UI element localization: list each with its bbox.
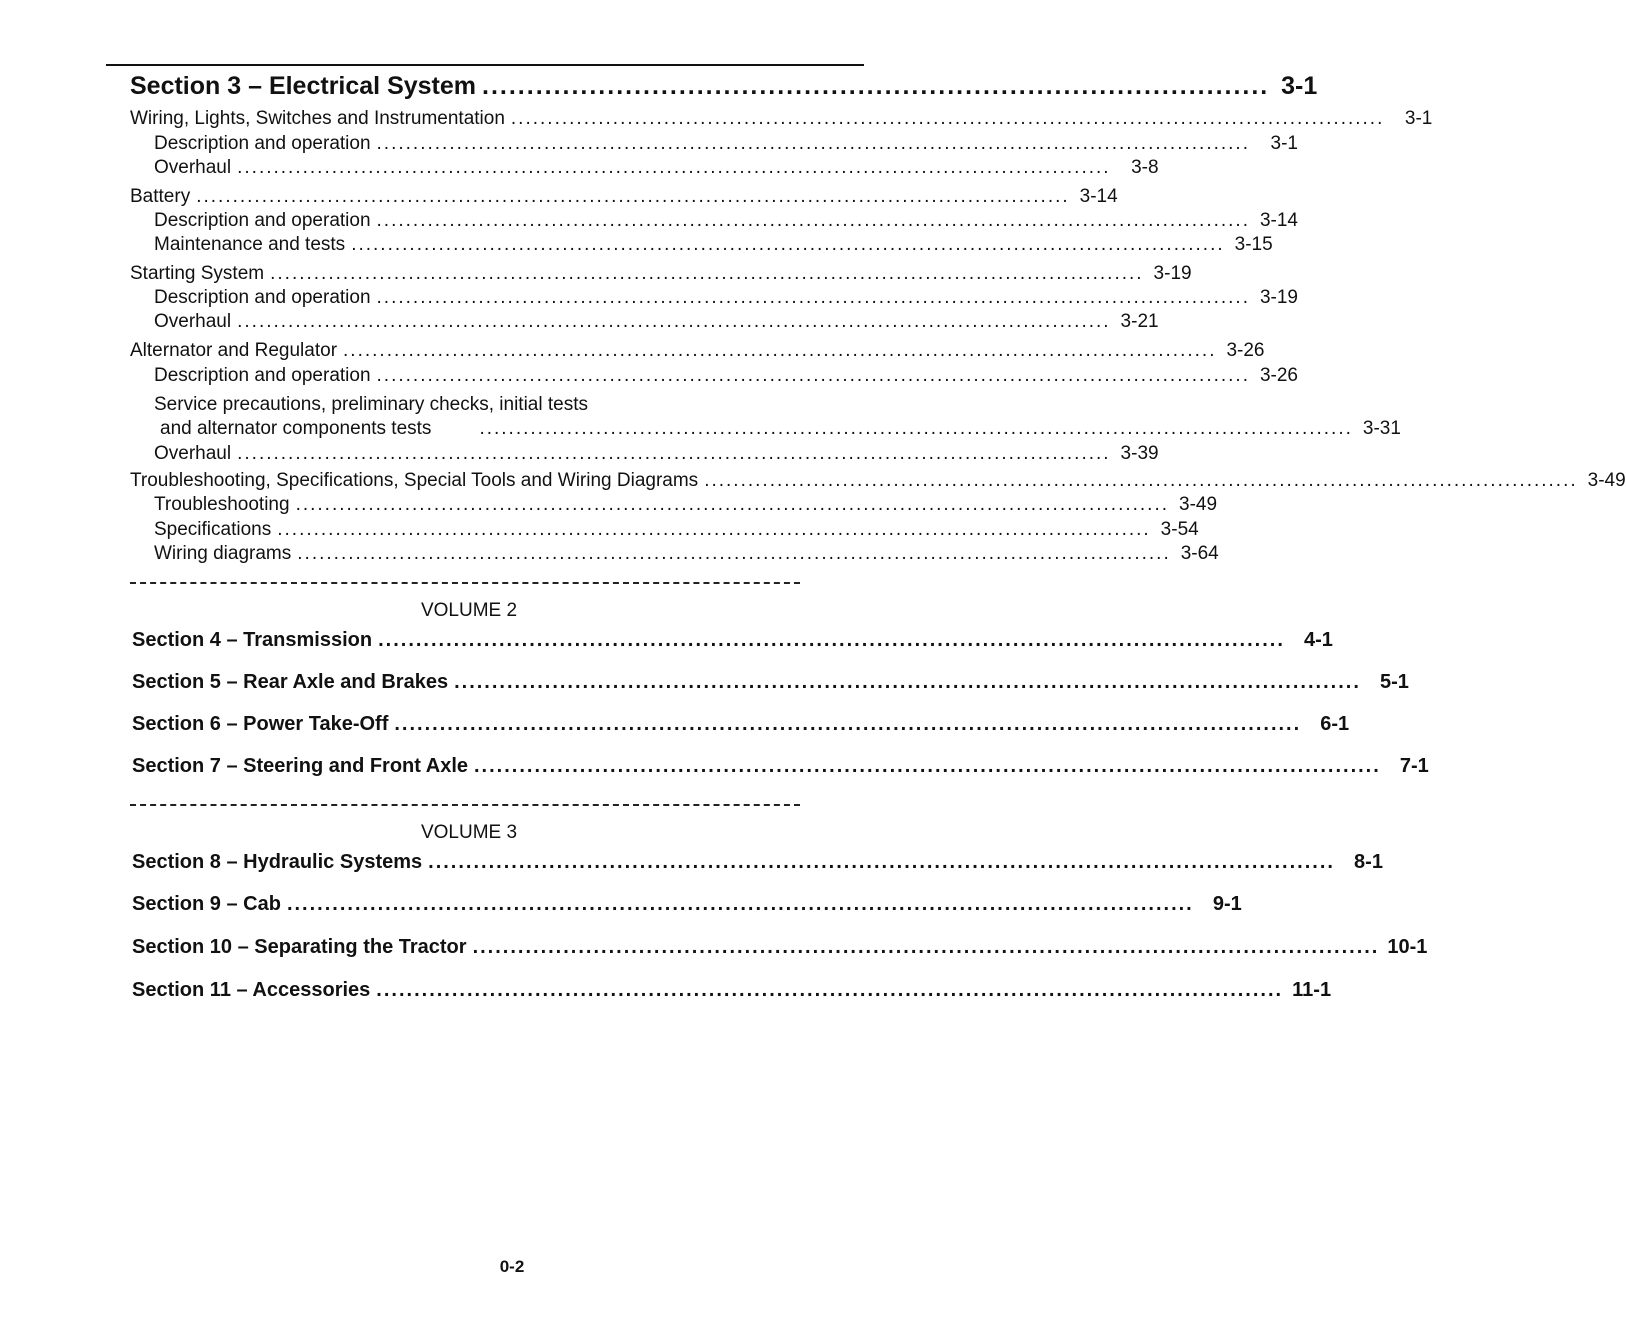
toc-page: 5-1 <box>1379 671 1409 693</box>
toc-title: Maintenance and tests <box>154 234 346 255</box>
toc-page: 3-19 <box>1153 263 1192 284</box>
toc-title-line1: Service precautions, preliminary checks, initial tests <box>154 394 589 415</box>
toc-page: 4-1 <box>1303 629 1333 651</box>
dot-leader: ........................................................................................................................ <box>376 979 1284 1001</box>
toc-title: Section 8 – Hydraulic Systems <box>132 851 423 873</box>
dot-leader: ........................................................................................................................ <box>510 108 1385 129</box>
toc-page: 10-1 <box>1387 936 1428 958</box>
toc-entry <box>154 494 1218 516</box>
toc-title: Description and operation <box>154 287 371 308</box>
toc-title: Section 11 – Accessories <box>132 979 371 1001</box>
toc-title: Specifications <box>154 519 272 540</box>
toc-page: 3-49 <box>1587 470 1626 491</box>
toc-page: 3-26 <box>1226 340 1265 361</box>
toc-page: 3-1 <box>1270 133 1298 154</box>
toc-entry <box>154 519 1199 541</box>
dot-leader: ........................................................................................................................ <box>376 287 1250 308</box>
dot-leader: ........................................................................................................................ <box>295 494 1170 515</box>
toc-section-5 <box>132 671 1409 694</box>
dot-leader: ........................................................................................................................ <box>277 519 1151 540</box>
toc-page: 3-54 <box>1160 519 1199 540</box>
toc-entry <box>154 311 1159 333</box>
toc-title: Section 9 – Cab <box>132 893 281 915</box>
toc-page: 3-15 <box>1234 234 1273 255</box>
toc-title: Troubleshooting <box>154 494 290 515</box>
toc-title: Section 4 – Transmission <box>132 629 373 651</box>
toc-entry-multiline <box>154 394 1401 440</box>
toc-page: 3-19 <box>1259 287 1298 308</box>
dot-leader: ........................................................................................................................ <box>237 443 1111 464</box>
toc-title: Section 5 – Rear Axle and Brakes <box>132 671 449 693</box>
dot-leader: ........................................................................................................................ <box>351 234 1225 255</box>
toc-page: 3-1 <box>1404 108 1433 129</box>
dot-leader: ........................................................................................................................ <box>704 470 1578 491</box>
toc-entry <box>154 234 1273 256</box>
toc-title: Troubleshooting, Specifications, Special Tools and Wiring Diagrams <box>130 470 699 491</box>
toc-page: 3-31 <box>1362 418 1401 439</box>
dot-leader: ........................................................................................................................ <box>472 936 1380 958</box>
toc-section-3 <box>130 72 1318 101</box>
toc-page: 7-1 <box>1399 755 1429 777</box>
dot-leader: ........................................................................................................................ <box>270 263 1144 284</box>
toc-entry <box>130 340 1265 362</box>
toc-page: 3-64 <box>1180 543 1219 564</box>
toc-entry <box>154 133 1298 155</box>
dot-leader: ........................................................................................................................ <box>474 755 1381 777</box>
toc-page: 3-26 <box>1259 365 1298 386</box>
toc-entry <box>154 543 1219 565</box>
toc-entry <box>154 210 1298 232</box>
toc-page: 8-1 <box>1354 851 1383 873</box>
top-rule <box>106 64 864 66</box>
toc-entry <box>154 365 1298 387</box>
toc-title-line2: and alternator components tests <box>160 418 432 439</box>
volume-3-heading: VOLUME 3 <box>420 822 518 843</box>
toc-title-line2-row <box>154 418 1401 440</box>
dot-leader: ........................................................................................................................ <box>454 671 1361 693</box>
dashed-separator <box>130 804 800 806</box>
dot-leader: ........................................................................................................................ <box>196 186 1070 207</box>
page-number: 0-2 <box>499 1257 525 1276</box>
toc-entry <box>130 108 1433 130</box>
toc-section-10 <box>132 936 1428 959</box>
toc-title: Description and operation <box>154 365 371 386</box>
toc-section-7 <box>132 755 1429 778</box>
toc-page: 3-1 <box>1281 72 1318 100</box>
toc-page: 3-14 <box>1079 186 1118 207</box>
toc-section-6 <box>132 713 1350 736</box>
toc-section-4 <box>132 629 1333 652</box>
volume-2-heading: VOLUME 2 <box>420 600 518 621</box>
dot-leader: ........................................................................................................................ <box>297 543 1171 564</box>
dot-leader: ........................................................................................................................ <box>479 418 1353 439</box>
toc-title: Description and operation <box>154 133 371 154</box>
toc-page: 3-49 <box>1179 494 1218 515</box>
toc-section-11 <box>132 979 1332 1002</box>
toc-title: Wiring diagrams <box>154 543 292 564</box>
toc-entry <box>154 443 1159 465</box>
dot-leader: ........................................................................................................................ <box>394 713 1302 735</box>
toc-title: Description and operation <box>154 210 371 231</box>
toc-title: Overhaul <box>154 443 232 464</box>
dot-leader: ........................................................................................................................ <box>343 340 1217 361</box>
toc-title: Wiring, Lights, Switches and Instrumentation <box>130 108 505 129</box>
dot-leader: ........................................................................................ <box>482 72 1270 100</box>
dot-leader: ........................................................................................................................ <box>286 893 1194 915</box>
toc-section-9 <box>132 893 1242 916</box>
dot-leader: ........................................................................................................................ <box>376 365 1250 386</box>
toc-entry <box>130 470 1626 492</box>
toc-page: 6-1 <box>1320 713 1350 735</box>
toc-title: Battery <box>130 186 191 207</box>
toc-page: 9-1 <box>1212 893 1242 915</box>
dot-leader: ........................................................................................................................ <box>376 133 1250 154</box>
toc-title: Alternator and Regulator <box>130 340 338 361</box>
toc-title: Section 10 – Separating the Tractor <box>132 936 467 958</box>
dot-leader: ........................................................................................................................ <box>237 157 1111 178</box>
toc-page: 3-14 <box>1259 210 1298 231</box>
toc-page: 3-39 <box>1120 443 1159 464</box>
toc-page: 11-1 <box>1292 979 1332 1001</box>
dashed-separator <box>130 582 800 584</box>
toc-entry <box>154 157 1159 179</box>
toc-title: Overhaul <box>154 311 232 332</box>
toc-entry <box>154 287 1298 309</box>
toc-title: Starting System <box>130 263 265 284</box>
toc-entry <box>130 263 1192 285</box>
dot-leader: ........................................................................................................................ <box>378 629 1285 651</box>
toc-page: 3-21 <box>1120 311 1159 332</box>
toc-page: 3-8 <box>1131 157 1159 178</box>
dot-leader: ........................................................................................................................ <box>376 210 1250 231</box>
toc-title: Section 7 – Steering and Front Axle <box>132 755 468 777</box>
toc-section-8 <box>132 851 1383 874</box>
toc-entry <box>130 186 1118 208</box>
dot-leader: ........................................................................................................................ <box>428 851 1335 873</box>
toc-title: Overhaul <box>154 157 232 178</box>
dot-leader: ........................................................................................................................ <box>237 311 1111 332</box>
toc-title: Section 6 – Power Take-Off <box>132 713 389 735</box>
toc-title: Section 3 – Electrical System <box>130 72 477 100</box>
